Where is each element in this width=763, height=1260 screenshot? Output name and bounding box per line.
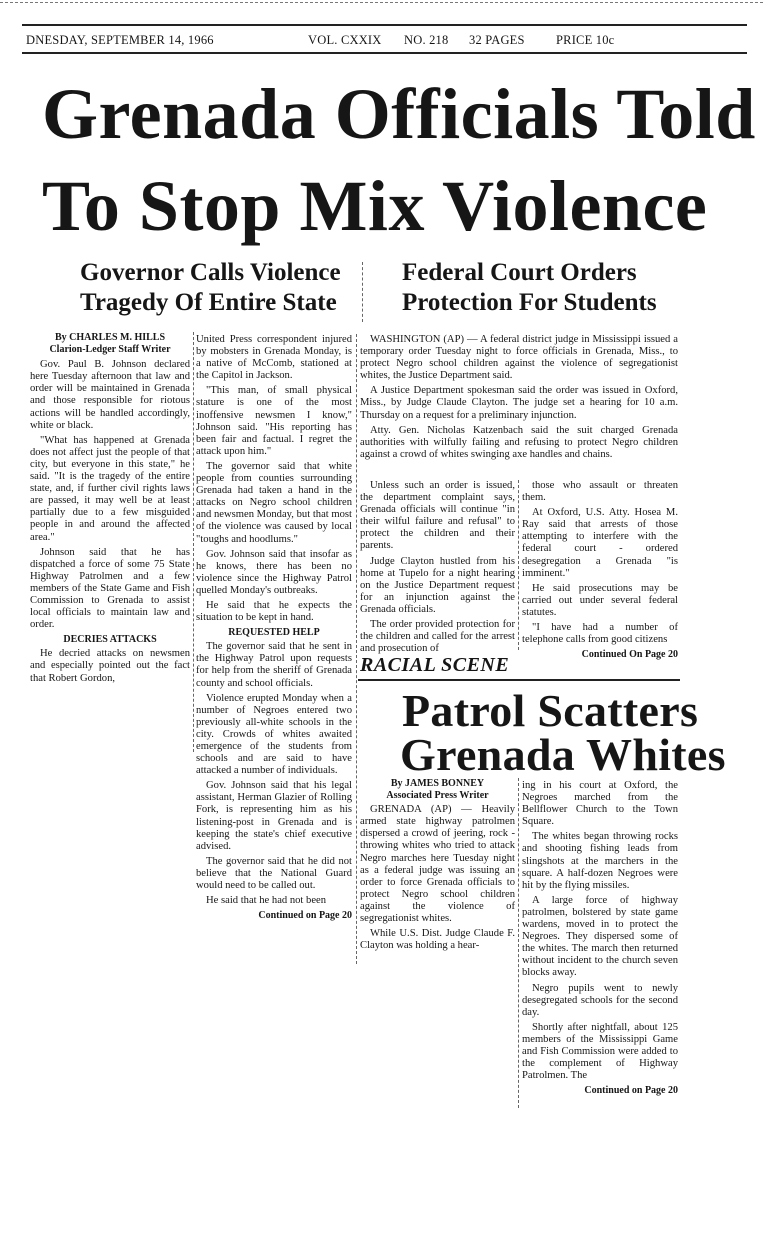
subhead-decries-attacks: DECRIES ATTACKS bbox=[63, 634, 157, 646]
banner-line-1: Grenada Officials Told bbox=[42, 74, 756, 154]
left-byline-role: Clarion-Ledger Staff Writer bbox=[49, 344, 171, 356]
masthead-volume: VOL. CXXIX bbox=[308, 33, 382, 47]
paragraph: Atty. Gen. Nicholas Katzenbach said the suit charged Grenada authorities with wilfully failing and refusing to protect Negro children against a crowd of whites swinging axe handles and chains. bbox=[360, 424, 678, 460]
paragraph: He decried attacks on newsmen and especially pointed out the fact that Robert Gordon, bbox=[30, 648, 190, 684]
top-border bbox=[0, 2, 763, 3]
paragraph: Shortly after nightfall, about 125 members of the Mississippi Game and Fish Commission were added to the complement of Highway Patrolmen. The bbox=[522, 1021, 678, 1082]
bottom-headline-2: Grenada Whites bbox=[400, 729, 726, 780]
paragraph: Judge Clayton hustled from his home at Tupelo for a night hearing on the Justice Department request for an injunction against the Grenada officials. bbox=[360, 555, 515, 615]
bottom-story-column-a bbox=[360, 778, 515, 955]
right-story-lead bbox=[360, 334, 678, 464]
paragraph: He said that he had not been bbox=[206, 895, 327, 907]
headline-divider bbox=[362, 262, 363, 322]
paragraph: Unless such an order is issued, the department complaint says, Grenada officials will continue "in their wilful failure and refusal" to protect the children and their parents. bbox=[360, 480, 515, 552]
left-story-column-2 bbox=[196, 334, 352, 925]
right-headline-1: Federal Court Orders bbox=[402, 259, 637, 286]
paragraph: A large force of highway patrolmen, bolstered by state game wardens, moved in to protect the Negroes. They dispersed some of the whites. The march then returned without incident to the church seven blocks away. bbox=[522, 894, 678, 979]
paragraph: WASHINGTON (AP) — A federal district judge in Mississippi issued a temporary order Tuesday night to force officials in Grenada, Miss., to protect Negro school children against the violence of segregationist whites, the Justice Department said. bbox=[360, 334, 678, 382]
paragraph: At Oxford, U.S. Atty. Hosea M. Ray said that arrests of those attempting to interfere with the federal court - ordered desegregation a Grenada "is imminent." bbox=[522, 507, 678, 579]
masthead-number: NO. 218 bbox=[404, 33, 449, 47]
kicker-rule bbox=[358, 679, 680, 681]
bottom-headline-1: Patrol Scatters bbox=[402, 685, 699, 736]
left-byline: By CHARLES M. HILLS bbox=[54, 332, 166, 343]
bottom-byline: By JAMES BONNEY bbox=[390, 778, 485, 789]
left-story-column-1 bbox=[30, 332, 190, 688]
paragraph: Gov. Paul B. Johnson declared here Tuesday afternoon that law and order will be maintained in Grenada and those responsible for riotous actions will be handled accordingly, white or black. bbox=[30, 359, 190, 431]
paragraph: Negro pupils went to newly desegregated schools for the second day. bbox=[522, 982, 678, 1018]
left-headline-2: Tragedy Of Entire State bbox=[80, 289, 337, 316]
paragraph: Johnson said that he has dispatched a force of some 75 State Highway Patrolmen and a few members of the State Game and Fish Commission to Grenada to assist local officials to maintain law and order. bbox=[30, 546, 190, 631]
paragraph: While U.S. Dist. Judge Claude F. Clayton was holding a hear- bbox=[360, 928, 515, 952]
right-story-column-a bbox=[360, 480, 515, 658]
masthead-pages: 32 PAGES bbox=[469, 33, 525, 47]
paragraph: GRENADA (AP) — Heavily armed state highway patrolmen dispersed a crowd of jeering, rock - throwing whites who tried to attack Negro marches here Tuesday night as a federal judge was issuing an order to force Grenada officials to protect Negro school children against the violence of segregationist whites. bbox=[360, 804, 515, 925]
paragraph: A Justice Department spokesman said the order was issued in Oxford, Miss., by Judge Claude Clayton. The judge set a hearing for 10 a.m. Thursday on a request for a preliminary injunction. bbox=[360, 385, 678, 421]
column-divider bbox=[356, 334, 357, 964]
paragraph: Violence erupted Monday when a number of Negroes entered two previously all-white schools in the city. Crowds of whites awaited emergence of the students from schools and are said to have attacked a number of individuals. bbox=[196, 692, 352, 777]
paragraph: The governor said that he sent in the Highway Patrol upon requests for help from the sheriff of Grenada county and school officials. bbox=[196, 641, 352, 689]
racial-scene-kicker: RACIAL SCENE bbox=[360, 654, 510, 676]
column-divider bbox=[518, 778, 519, 1108]
paragraph: "I have had a number of telephone calls from good citizens bbox=[522, 622, 678, 646]
subhead-requested-help: REQUESTED HELP bbox=[228, 627, 320, 639]
right-story-column-b bbox=[522, 480, 678, 664]
bottom-byline-role: Associated Press Writer bbox=[386, 790, 489, 802]
paragraph: "What has happened at Grenada does not affect just the people of that city, but everyone in this state," he said. "It is the tragedy of the entire state, and, if further civil rights laws are passed, it may well be at least partially due to a few misguided people in and around the affected area." bbox=[30, 434, 190, 543]
bottom-continued: Continued on Page 20 bbox=[584, 1085, 678, 1097]
column-divider bbox=[518, 480, 519, 650]
paragraph: He said that he expects the situation to be kept in hand. bbox=[196, 599, 352, 624]
masthead-bottom-rule bbox=[22, 52, 747, 54]
paragraph: The whites began throwing rocks and shooting fishing leads from slingshots at the marchers in the square. A half-dozen Negroes were hit by the flying missiles. bbox=[522, 831, 678, 891]
masthead-date: DNESDAY, SEPTEMBER 14, 1966 bbox=[26, 33, 214, 47]
paragraph: He said prosecutions may be carried out under several federal statutes. bbox=[522, 582, 678, 618]
masthead-price: PRICE 10c bbox=[556, 33, 615, 47]
right-headline-2: Protection For Students bbox=[402, 289, 657, 316]
paragraph: Gov. Johnson said that insofar as he knows, there has been no violence since the Highway Patrol quelled Monday's outbreaks. bbox=[196, 548, 352, 596]
paragraph: United Press correspondent injured by mobsters in Grenada Monday, is a native of McComb, stationed at the Capitol in Jackson. bbox=[196, 334, 352, 382]
right-continued: Continued On Page 20 bbox=[581, 649, 678, 661]
bottom-story-column-b bbox=[522, 780, 678, 1100]
column-divider bbox=[193, 332, 194, 752]
masthead-top-rule bbox=[22, 24, 747, 26]
paragraph: The order provided protection for the children and called for the arrest and prosecution of bbox=[360, 619, 515, 655]
paragraph: Gov. Johnson said that his legal assistant, Herman Glazier of Rolling Fork, is representing him as his listening-post in Grenada and is keeping the state's chief executive advised. bbox=[196, 780, 352, 852]
paragraph: "This man, of small physical stature is one of the most inoffensive newsmen I know," Johnson said. "His reporting has been fair and factual. I regret the attack upon him." bbox=[196, 385, 352, 457]
paragraph: The governor said that he did not believe that the National Guard would need to be called out. bbox=[196, 855, 352, 892]
banner-line-2: To Stop Mix Violence bbox=[42, 166, 708, 246]
left-continued: Continued on Page 20 bbox=[258, 910, 352, 922]
paragraph: ing in his court at Oxford, the Negroes marched from the Bellflower Church to the Town Square. bbox=[522, 780, 678, 828]
left-headline-1: Governor Calls Violence bbox=[80, 259, 341, 286]
paragraph: those who assault or threaten them. bbox=[522, 480, 678, 504]
paragraph: The governor said that white people from counties surrounding Grenada had taken a hand in the attacks on Negro school children and newsmen Monday, but that most of the violence was caused by local "toughs and hoodlums." bbox=[196, 460, 352, 545]
